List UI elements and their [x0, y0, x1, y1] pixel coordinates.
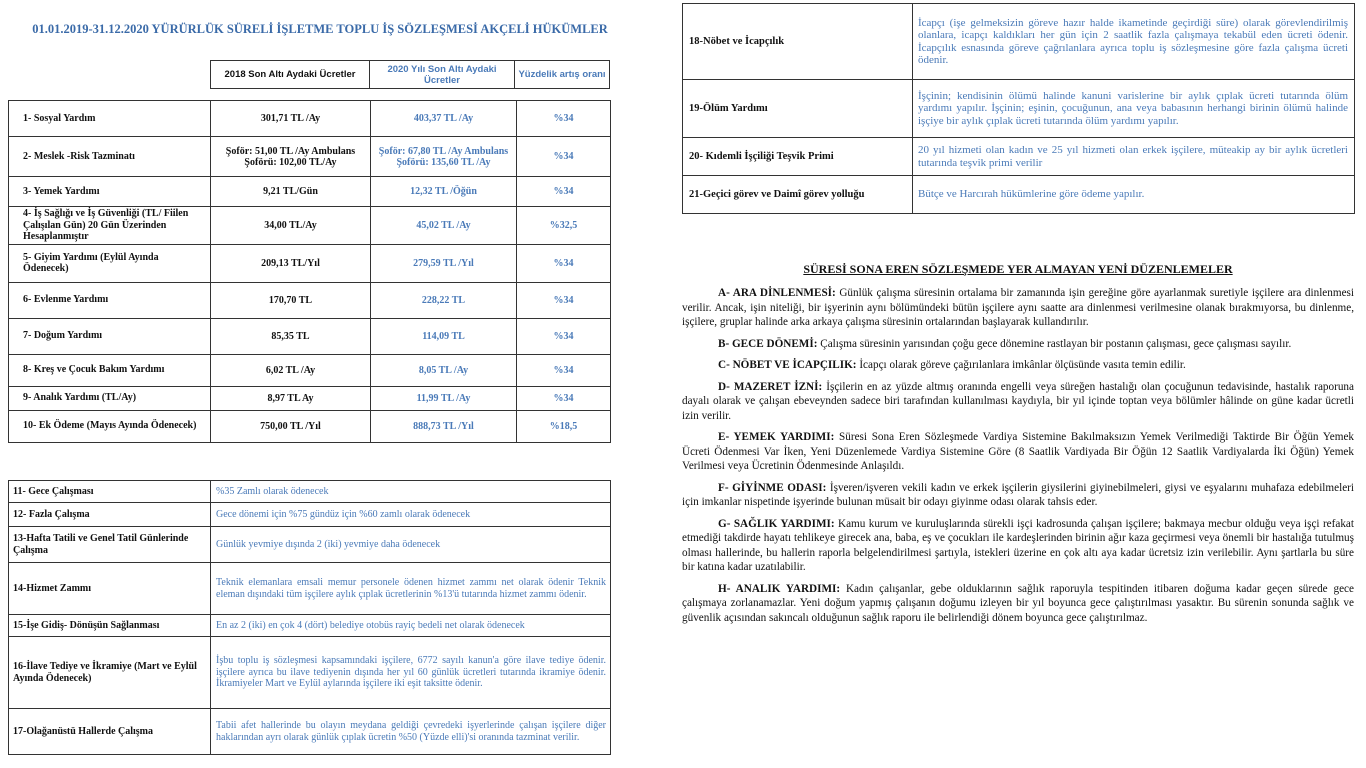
benefit-name: 8- Kreş ve Çocuk Bakım Yardımı	[9, 354, 211, 386]
benefit-increase-pct: %18,5	[517, 410, 611, 442]
right-clause-name: 21-Geçici görev ve Daimî görev yolluğu	[683, 176, 913, 214]
regulation-text: Süresi Sona Eren Sözleşmede Vardiya Sistemine Bakılmaksızın Yemek Verilmediği Taktirde Bir Öğün Yemek Ücreti Ödenmesi Var İken, Yeni Düzenlemede Vardiya Sistemine Göre (8 Saatlik Vardiyada Bir Öğün 12 Saatlik Vardiyalarda İki Öğün) Yemek Verilmesi veya Ücretinin Ödenmesinde Anlaşıldı.	[682, 431, 1354, 472]
benefit-increase-pct: %34	[517, 354, 611, 386]
benefit-row	[9, 101, 611, 137]
regulation-text: İcapçı olarak göreve çağırılanlara imkânlar ölçüsünde vasıta temin edilir.	[856, 359, 1186, 371]
benefit-row	[9, 207, 611, 245]
clause-description: En az 2 (iki) en çok 4 (dört) belediye otobüs rayiç bedeli net olarak ödenecek	[211, 615, 611, 637]
regulation-title: H- ANALIK YARDIMI:	[718, 582, 841, 595]
benefit-row	[9, 244, 611, 282]
benefit-name: 7- Doğum Yardımı	[9, 318, 211, 354]
benefit-increase-pct: %34	[517, 282, 611, 318]
benefit-name: 6- Evlenme Yardımı	[9, 282, 211, 318]
benefit-row	[9, 410, 611, 442]
regulation-paragraph	[682, 286, 1354, 330]
regulation-title: B- GECE DÖNEMİ:	[718, 337, 818, 350]
column-header-table	[210, 60, 610, 89]
benefit-increase-pct: %34	[517, 101, 611, 137]
regulation-paragraph	[682, 582, 1354, 626]
benefit-2020-value: 403,37 TL /Ay	[371, 101, 517, 137]
benefit-2018-value: 750,00 TL /Yıl	[211, 410, 371, 442]
right-clauses-table	[682, 3, 1355, 214]
clauses-table	[8, 480, 611, 755]
col-2018-header: 2018 Son Altı Aydaki Ücretler	[211, 61, 370, 89]
benefit-name: 9- Analık Yardımı (TL/Ay)	[9, 386, 211, 410]
benefit-2018-value: Şoför: 51,00 TL /Ay Ambulans Şoförü: 102,00 TL/Ay	[211, 137, 371, 177]
clause-name: 14-Hizmet Zammı	[9, 563, 211, 615]
benefit-name: 4- İş Sağlığı ve İş Güvenliği (TL/ Fiilen Çalışılan Gün) 20 Gün Üzerinden Hesaplanmıştır	[9, 207, 211, 245]
clause-description: Günlük yevmiye dışında 2 (iki) yevmiye daha ödenecek	[211, 527, 611, 563]
regulation-paragraph	[682, 481, 1354, 510]
regulation-title: A- ARA DİNLENMESİ:	[718, 287, 836, 299]
regulation-text: Günlük çalışma süresinin ortalama bir zamanında işin gereğine göre ayarlanmak suretiyle işçilere ara dinlenmesi verilir. Ancak, işin niteliği, bir işyerinin aynı bölümündeki bütün işçilere aynı saatte ara dinlenmesi verilmesine olanak bırakmıyorsa, bu dinlenme, işçilere, gruplar halinde arka arkaya çalışma süresinin ortalarından başlayarak kullandırılır.	[682, 287, 1354, 328]
right-clause-description: Bütçe ve Harcırah hükümlerine göre ödeme yapılır.	[913, 176, 1355, 214]
right-clause-description: İcapçı (işe gelmeksizin göreve hazır halde ikametinde geçirdiği süre) olarak görevlendirilmiş olanlara, icapçı kaldıkları her gün için 2 saatlik fazla çalışmaya tekabül eden ücreti ödenir. İcapçılık esnasında göreve çağrılanlara ayrıca toplu iş sözleşmesine göre fazla çalışma ücreti ödenir.	[913, 4, 1355, 80]
right-clause-name: 20- Kıdemli İşçiliği Teşvik Primi	[683, 138, 913, 176]
benefit-row	[9, 177, 611, 207]
benefits-table	[8, 100, 611, 443]
clause-name: 12- Fazla Çalışma	[9, 503, 211, 527]
clause-row	[9, 637, 611, 709]
benefit-2020-value: 114,09 TL	[371, 318, 517, 354]
right-clause-name: 19-Ölüm Yardımı	[683, 80, 913, 138]
clause-name: 11- Gece Çalışması	[9, 481, 211, 503]
benefit-2018-value: 34,00 TL/Ay	[211, 207, 371, 245]
regulation-text: Kamu kurum ve kuruluşlarında sürekli işçi kadrosunda çalışan işçilere; bakmaya mecbur olduğu veya işçi refakat etmediği takdirde hayatı tehlikeye girecek ana, baba, eş ve çocukları ile kardeşlerinden birinin ağır kaza geçirmesi veya önemli bir hastalığa tutulmuş olması hallerinde, bu hallerin raporla belgelendirilmesi şartıyla, istekleri üzerine en çok altı aya kadar ücretsiz izin verilebilir. Aynı şartlarla bu süre bir katına kadar uzatılabilir.	[682, 517, 1354, 573]
right-clause-name: 18-Nöbet ve İcapçılık	[683, 4, 913, 80]
benefit-row	[9, 386, 611, 410]
clause-description: Gece dönemi için %75 gündüz için %60 zamlı olarak ödenecek	[211, 503, 611, 527]
left-page	[0, 0, 642, 768]
clause-row	[9, 481, 611, 503]
clause-row	[9, 563, 611, 615]
col-2020-header: 2020 Yılı Son Altı Aydaki Ücretler	[370, 61, 515, 89]
benefit-increase-pct: %34	[517, 318, 611, 354]
right-clause-row	[683, 176, 1355, 214]
right-clause-row	[683, 138, 1355, 176]
clause-name: 13-Hafta Tatili ve Genel Tatil Günlerinde Çalışma	[9, 527, 211, 563]
regulation-text: İşveren/işveren vekili kadın ve erkek işçilerin giysilerini giyinebilmeleri, giysi ve eşyalarını muhafaza edebilmeleri için imkanlar nispetinde işyerinde bulunan müsait bir odayı giyinme odası olarak tahsis eder.	[682, 481, 1354, 508]
clause-row	[9, 709, 611, 755]
regulation-paragraph	[682, 358, 1354, 373]
benefit-2018-value: 209,13 TL/Yıl	[211, 244, 371, 282]
benefit-increase-pct: %34	[517, 386, 611, 410]
benefit-2020-value: 11,99 TL /Ay	[371, 386, 517, 410]
benefit-row	[9, 354, 611, 386]
clause-row	[9, 503, 611, 527]
benefit-2018-value: 9,21 TL/Gün	[211, 177, 371, 207]
benefit-2018-value: 170,70 TL	[211, 282, 371, 318]
regulation-paragraph	[682, 517, 1354, 575]
benefit-increase-pct: %34	[517, 137, 611, 177]
benefit-increase-pct: %34	[517, 177, 611, 207]
regulation-text: Kadın çalışanlar, gebe olduklarının sağlık raporuyla tespitinden itibaren doğuma kadar geçen sürede gece çalışmaya zorlanamazlar. Yeni doğum yapmış çalışanın doğumu izleyen bir yıl boyunca gece çalıştırılması yasaktır. Bu sürenin sonunda sağlık ve güvenlik açısından sakıncalı olduğunun sağlık raporu ile belirlendiği dönem boyunca gece çalıştırılmaz.	[682, 582, 1354, 624]
right-clause-row	[683, 4, 1355, 80]
regulation-paragraph	[682, 430, 1354, 474]
new-regulations-list	[682, 286, 1354, 632]
benefit-name: 5- Giyim Yardımı (Eylül Ayında Ödenecek)	[9, 244, 211, 282]
benefit-2018-value: 301,71 TL /Ay	[211, 101, 371, 137]
benefit-2018-value: 6,02 TL /Ay	[211, 354, 371, 386]
benefit-2020-value: 228,22 TL	[371, 282, 517, 318]
benefit-name: 3- Yemek Yardımı	[9, 177, 211, 207]
clause-row	[9, 615, 611, 637]
clause-name: 17-Olağanüstü Hallerde Çalışma	[9, 709, 211, 755]
benefit-row	[9, 282, 611, 318]
benefit-2020-value: 12,32 TL /Öğün	[371, 177, 517, 207]
benefit-increase-pct: %34	[517, 244, 611, 282]
regulation-title: G- SAĞLIK YARDIMI:	[718, 517, 835, 530]
right-clause-description: İşçinin; kendisinin ölümü halinde kanuni varislerine bir aylık çıplak ücreti tutarında ölüm yardımı yapılır. İşçinin; eşinin, çocuğunun, ana veya babasının herhangi birinin ölümü halinde işçiye bir aylık çıplak ücreti tutarında ölüm yardımı yapılır.	[913, 80, 1355, 138]
benefit-2020-value: 45,02 TL /Ay	[371, 207, 517, 245]
benefit-2018-value: 8,97 TL Ay	[211, 386, 371, 410]
benefit-name: 10- Ek Ödeme (Mayıs Ayında Ödenecek)	[9, 410, 211, 442]
clause-description: Teknik elemanlara emsali memur personele ödenen hizmet zammı net olarak ödenir Teknik eleman dışındaki tüm işçilere aylık çıplak ücretlerinin %13'ü tutarında hizmet zammı ödenir.	[211, 563, 611, 615]
benefit-2020-value: 279,59 TL /Yıl	[371, 244, 517, 282]
benefit-name: 2- Meslek -Risk Tazminatı	[9, 137, 211, 177]
benefit-2020-value: Şoför: 67,80 TL /Ay Ambulans Şoförü: 135,60 TL /Ay	[371, 137, 517, 177]
document-title: 01.01.2019-31.12.2020 YÜRÜRLÜK SÜRELİ İŞLETME TOPLU İŞ SÖZLEŞMESİ AKÇELİ HÜKÜMLER	[32, 22, 608, 36]
regulation-text: İşçilerin en az yüzde altmış oranında engelli veya süreğen hastalığı olan çocuğunun tedavisinde, hastalık raporuna dayalı olarak ve çalışan ebeveynden sadece biri tarafından kullanılması kaydıyla, bir yıl içinde toptan veya bölümler hâlinde on güne kadar ücretli izin verilir.	[682, 380, 1354, 422]
regulation-title: D- MAZERET İZNİ:	[718, 380, 823, 393]
benefit-increase-pct: %32,5	[517, 207, 611, 245]
clause-name: 15-İşe Gidiş- Dönüşün Sağlanması	[9, 615, 211, 637]
benefit-row	[9, 318, 611, 354]
benefit-2020-value: 888,73 TL /Yıl	[371, 410, 517, 442]
regulation-title: E- YEMEK YARDIMI:	[718, 431, 835, 443]
benefit-2020-value: 8,05 TL /Ay	[371, 354, 517, 386]
regulation-paragraph	[682, 380, 1354, 424]
clause-description: %35 Zamlı olarak ödenecek	[211, 481, 611, 503]
clause-name: 16-İlave Tediye ve İkramiye (Mart ve Eylül Ayında Ödenecek)	[9, 637, 211, 709]
regulation-paragraph	[682, 337, 1354, 352]
col-pct-header: Yüzdelik artış oranı	[515, 61, 610, 89]
right-clause-description: 20 yıl hizmeti olan kadın ve 25 yıl hizmeti olan erkek işçilere, müteakip ay bir aylık ücretleri tutarında teşvik primi verilir	[913, 138, 1355, 176]
benefit-row	[9, 137, 611, 177]
clause-description: Tabii afet hallerinde bu olayın meydana geldiği çevredeki işyerlerinde çalışan işçilere diğer haklarından ayrı olarak günlük çıplak ücretin %50 (Yüzde elli)'si oranında tazminat verilir.	[211, 709, 611, 755]
right-page	[682, 0, 1366, 768]
benefit-2018-value: 85,35 TL	[211, 318, 371, 354]
regulation-title: F- GİYİNME ODASI:	[718, 481, 827, 494]
regulation-text: Çalışma süresinin yarısından çoğu gece dönemine rastlayan bir postanın çalışması, gece çalışması sayılır.	[817, 337, 1292, 350]
regulation-title: C- NÖBET VE İCAPÇILIK:	[718, 359, 857, 371]
clause-description: İşbu toplu iş sözleşmesi kapsamındaki işçilere, 6772 sayılı kanun'a göre ilave tediye ödenir. işçilere ayrıca bu ilave tediyenin dışında her yıl 60 günlük ücretleri tutarında ikramiye ödenir. İkramiyeler Mart ve Eylül aylarında işçilere iki eşit taksitte ödenir.	[211, 637, 611, 709]
benefit-name: 1- Sosyal Yardım	[9, 101, 211, 137]
right-clause-row	[683, 80, 1355, 138]
new-regulations-heading: SÜRESİ SONA EREN SÖZLEŞMEDE YER ALMAYAN YENİ DÜZENLEMELER	[803, 262, 1233, 276]
clause-row	[9, 527, 611, 563]
